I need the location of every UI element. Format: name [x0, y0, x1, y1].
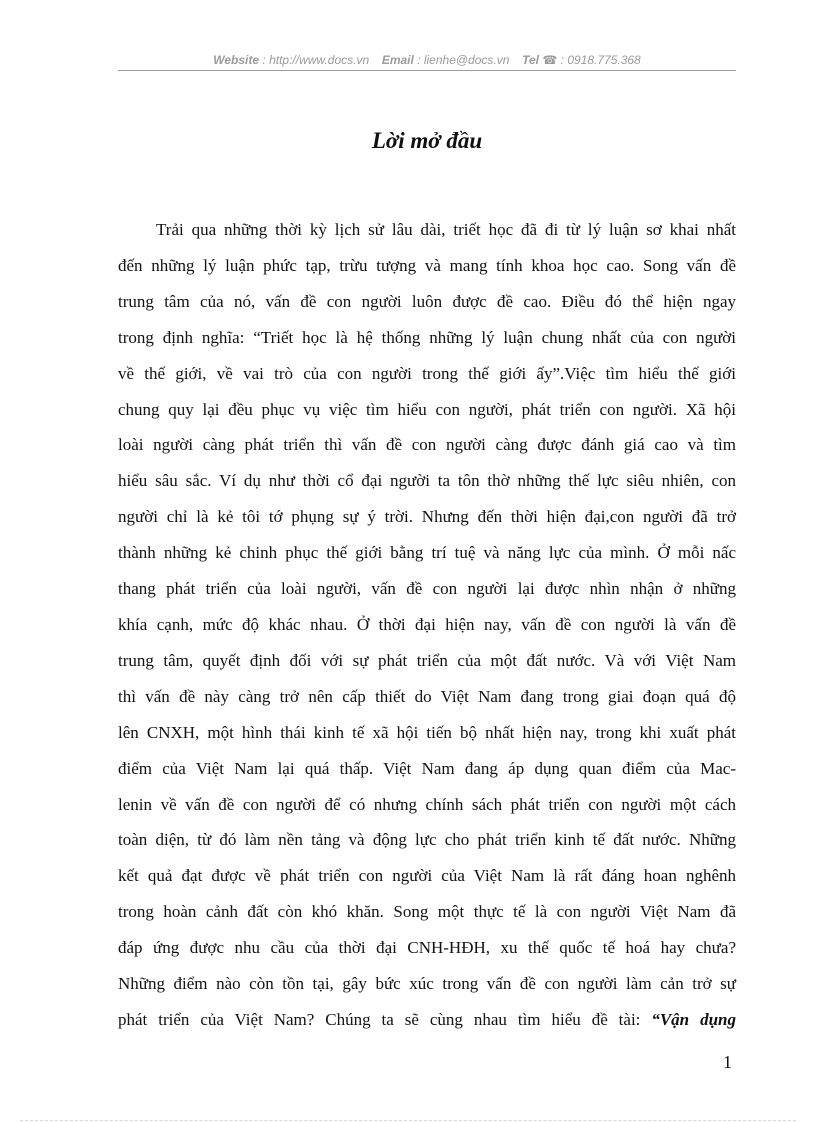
paragraph-line: trong hoàn cảnh đất còn khó khăn. Song một thực tế là con người Việt Nam đã: [118, 902, 736, 922]
paragraph-line: trung tâm của nó, vấn đề con người luôn được đề cao. Điều đó thể hiện ngay: [118, 291, 736, 311]
paragraph-line: trong định nghĩa: “Triết học là hệ thống những lý luận chung nhất của con người: [118, 327, 736, 347]
paragraph-line: đến những lý luận phức tạp, trừu tượng và mang tính khoa học cao. Song vấn đề: [118, 255, 736, 275]
page-bottom-divider: [20, 1120, 796, 1121]
document-title: Lời mở đầu: [371, 128, 483, 153]
paragraph-line: lenin về vấn đề con người để có nhưng chính sách phát triển con người một cách: [118, 794, 736, 814]
paragraph-line: thành những kẻ chinh phục thế giới bằng trí tuệ và năng lực của mình. Ở mỗi nấc: [118, 543, 736, 563]
paragraph-line: toàn diện, từ đó làm nền tảng và động lực cho phát triển kinh tế đất nước. Những: [118, 830, 736, 850]
header-divider: [118, 70, 736, 71]
website-separator: :: [259, 53, 270, 67]
paragraph-line: loài người càng phát triển thì vấn đề con người càng được đánh giá cao và tìm: [118, 435, 736, 455]
website-label: Website: [213, 53, 260, 67]
tel-number: 0918.775.368: [567, 53, 641, 67]
paragraph-line: thang phát triển của loài người, vấn đề con người lại được nhìn nhận ở những: [118, 579, 736, 599]
topic-emphasis: “Vận dụng: [651, 1009, 736, 1029]
email-label: Email: [381, 53, 414, 67]
intro-paragraph: [118, 212, 736, 1038]
paragraph-line: thì vấn đề này càng trở nên cấp thiết do Việt Nam đang trong giai đoạn quá độ: [118, 686, 736, 706]
page-header: [118, 52, 736, 72]
paragraph-line: lên CNXH, một hình thái kinh tế xã hội tiến bộ nhất hiện nay, trong khi xuất phát: [118, 722, 736, 742]
paragraph-line: chung quy lại đều phục vụ việc tìm hiểu con người, phát triển con người. Xã hội: [118, 399, 736, 419]
paragraph-last-line: [118, 1002, 736, 1038]
email-address[interactable]: lienhe@docs.vn: [423, 53, 510, 67]
paragraph-line: khía cạnh, mức độ khác nhau. Ở thời đại hiện nay, vấn đề con người là vấn đề: [118, 614, 736, 634]
paragraph-line: trung tâm, quyết định đối với sự phát triển của một đất nước. Và với Việt Nam: [118, 650, 736, 670]
email-separator: :: [413, 53, 424, 67]
paragraph-line: điểm của Việt Nam lại quá thấp. Việt Nam đang áp dụng quan điểm của Mac-: [118, 758, 736, 778]
paragraph-line: về thế giới, về vai trò của con người trong thế giới ấy”.Việc tìm hiểu thế giới: [118, 363, 736, 383]
paragraph-line: kết quả đạt được về phát triển con người của Việt Nam là rất đáng hoan nghênh: [118, 866, 736, 886]
paragraph-line: hiểu sâu sắc. Ví dụ như thời cổ đại người ta tôn thờ những thế lực siêu nhiên, con: [118, 471, 736, 491]
phone-icon: ☎: [542, 53, 558, 67]
paragraph-line: đáp ứng được nhu cầu của thời đại CNH-HĐH, xu thế quốc tế hoá hay chưa?: [118, 938, 736, 958]
paragraph-line: Trải qua những thời kỳ lịch sử lâu dài, triết học đã đi từ lý luận sơ khai nhất: [156, 220, 736, 239]
tel-label: Tel: [522, 53, 540, 67]
paragraph-line: người chỉ là kẻ tôi tớ phụng sự ý trời. Nhưng đến thời hiện đại,con người đã trở: [118, 507, 736, 527]
page-number: 1: [723, 1052, 732, 1072]
paragraph-last-line-text: phát triển của Việt Nam? Chúng ta sẽ cùng nhau tìm hiểu đề tài:: [118, 1009, 652, 1029]
website-url[interactable]: http://www.docs.vn: [269, 53, 370, 67]
tel-separator: :: [557, 53, 568, 67]
paragraph-line: Những điểm nào còn tồn tại, gây bức xúc trong vấn đề con người làm cản trở sự: [118, 974, 736, 994]
